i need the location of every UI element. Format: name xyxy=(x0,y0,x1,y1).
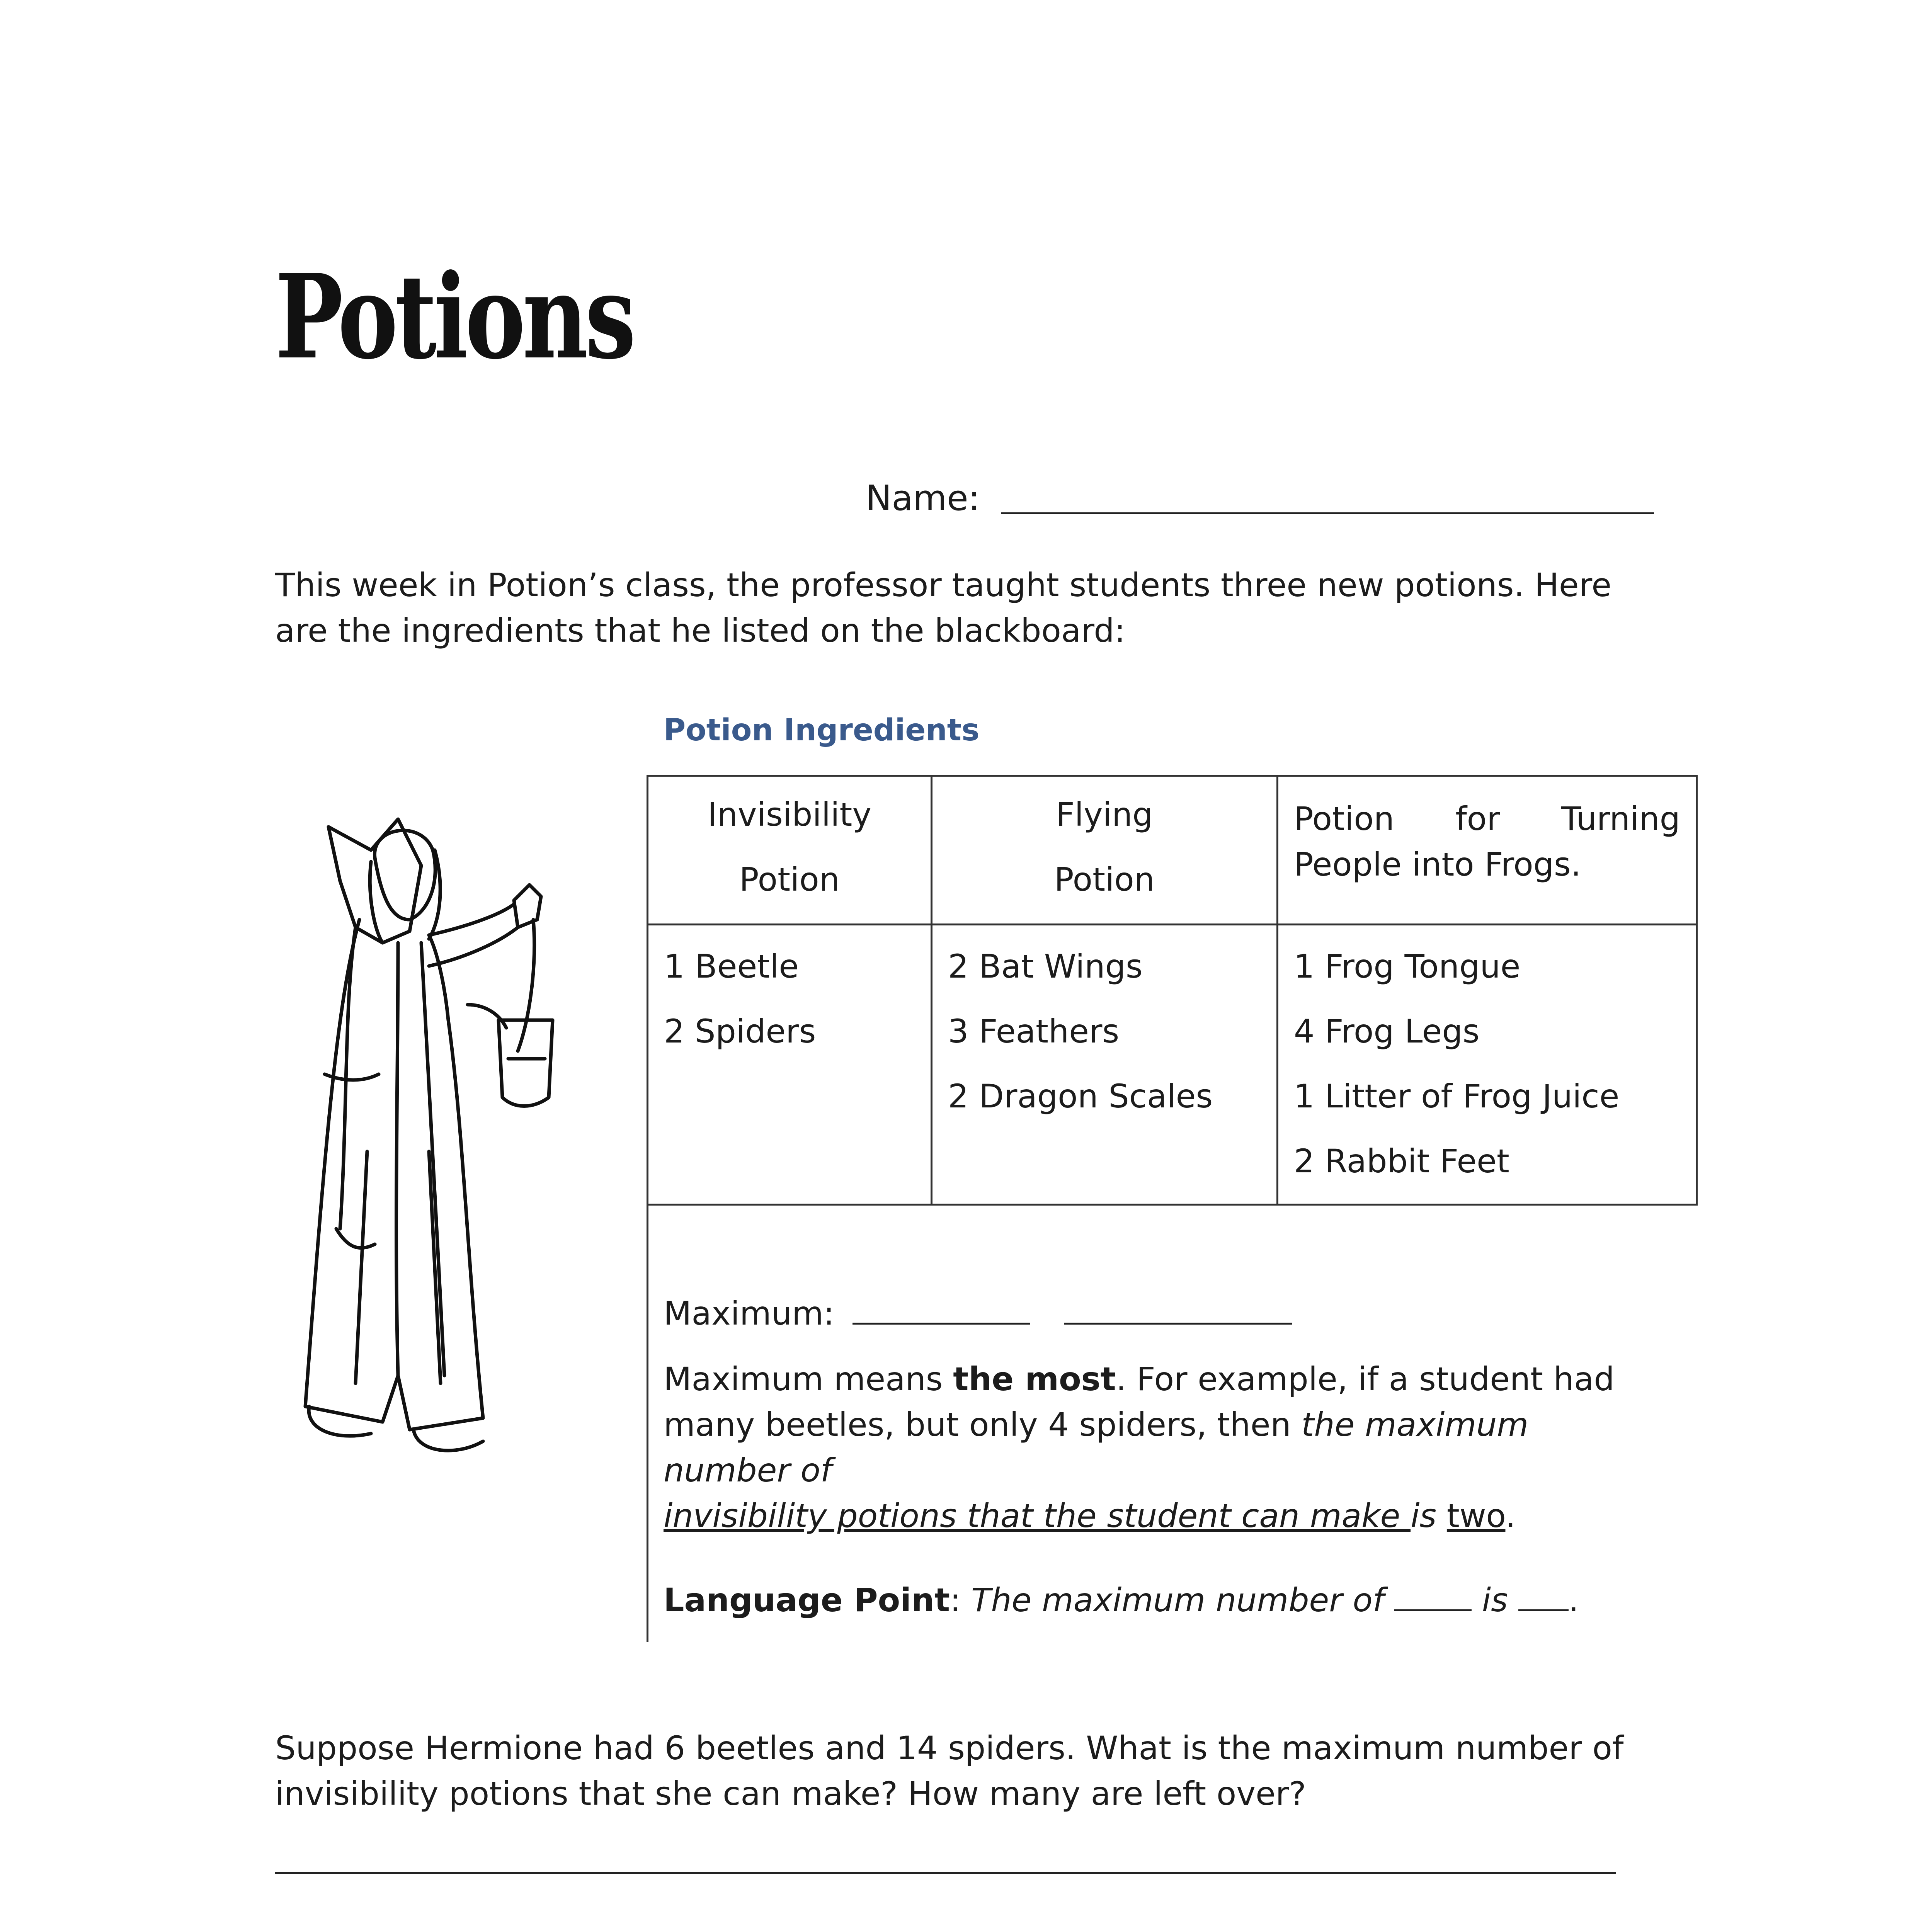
name-field[interactable] xyxy=(1001,512,1654,514)
column-header-invisibility: Invisibility Potion xyxy=(648,776,932,925)
maximum-blank-1[interactable] xyxy=(853,1323,1030,1325)
ingredient: 2 Spiders xyxy=(664,1012,816,1050)
ingredients-table xyxy=(647,775,1698,1206)
maximum-blank-2[interactable] xyxy=(1064,1323,1292,1325)
intro-paragraph: This week in Potion’s class, the professor taught students three new potions. Here are the ingredients that he listed on the blackboard: xyxy=(275,566,1612,650)
answer-line[interactable] xyxy=(275,1872,1616,1874)
name-label: Name: xyxy=(866,478,980,519)
column-header-frog: Potion for Turning People into Frogs. xyxy=(1278,776,1697,925)
ingredients-frog xyxy=(1278,925,1697,1205)
ingredient: 2 Bat Wings xyxy=(948,947,1143,985)
language-blank-2[interactable] xyxy=(1518,1609,1569,1611)
professor-illustration xyxy=(282,804,614,1468)
maximum-label: Maximum: xyxy=(664,1294,835,1332)
ingredient: 1 Litter of Frog Juice xyxy=(1294,1077,1620,1115)
ingredient: 2 Rabbit Feet xyxy=(1294,1142,1509,1180)
page-title: Potions xyxy=(275,248,633,385)
ingredients-flying xyxy=(932,925,1278,1205)
language-point: Language Point: The maximum number of is . xyxy=(664,1581,1579,1619)
ingredient: 1 Beetle xyxy=(664,947,799,985)
maximum-explanation: Maximum means the most. For example, if a student had many beetles, but only 4 spiders, then the maximum number of invisibility potions that the student can make is two. xyxy=(664,1360,1615,1535)
question-1: Suppose Hermione had 6 beetles and 14 spiders. What is the maximum number of invisibility potions that she can make? How many are left over? xyxy=(275,1729,1624,1813)
ingredient: 1 Frog Tongue xyxy=(1294,947,1521,985)
ingredients-invisibility xyxy=(648,925,932,1205)
language-point-label: Language Point xyxy=(664,1581,950,1619)
language-blank-1[interactable] xyxy=(1394,1609,1472,1611)
column-header-flying: Flying Potion xyxy=(932,776,1278,925)
ingredient: 2 Dragon Scales xyxy=(948,1077,1213,1115)
ingredient: 3 Feathers xyxy=(948,1012,1120,1050)
table-title: Potion Ingredients xyxy=(664,713,980,748)
maximum-row xyxy=(664,1291,1292,1336)
box-border xyxy=(647,1206,648,1642)
ingredient: 4 Frog Legs xyxy=(1294,1012,1480,1050)
